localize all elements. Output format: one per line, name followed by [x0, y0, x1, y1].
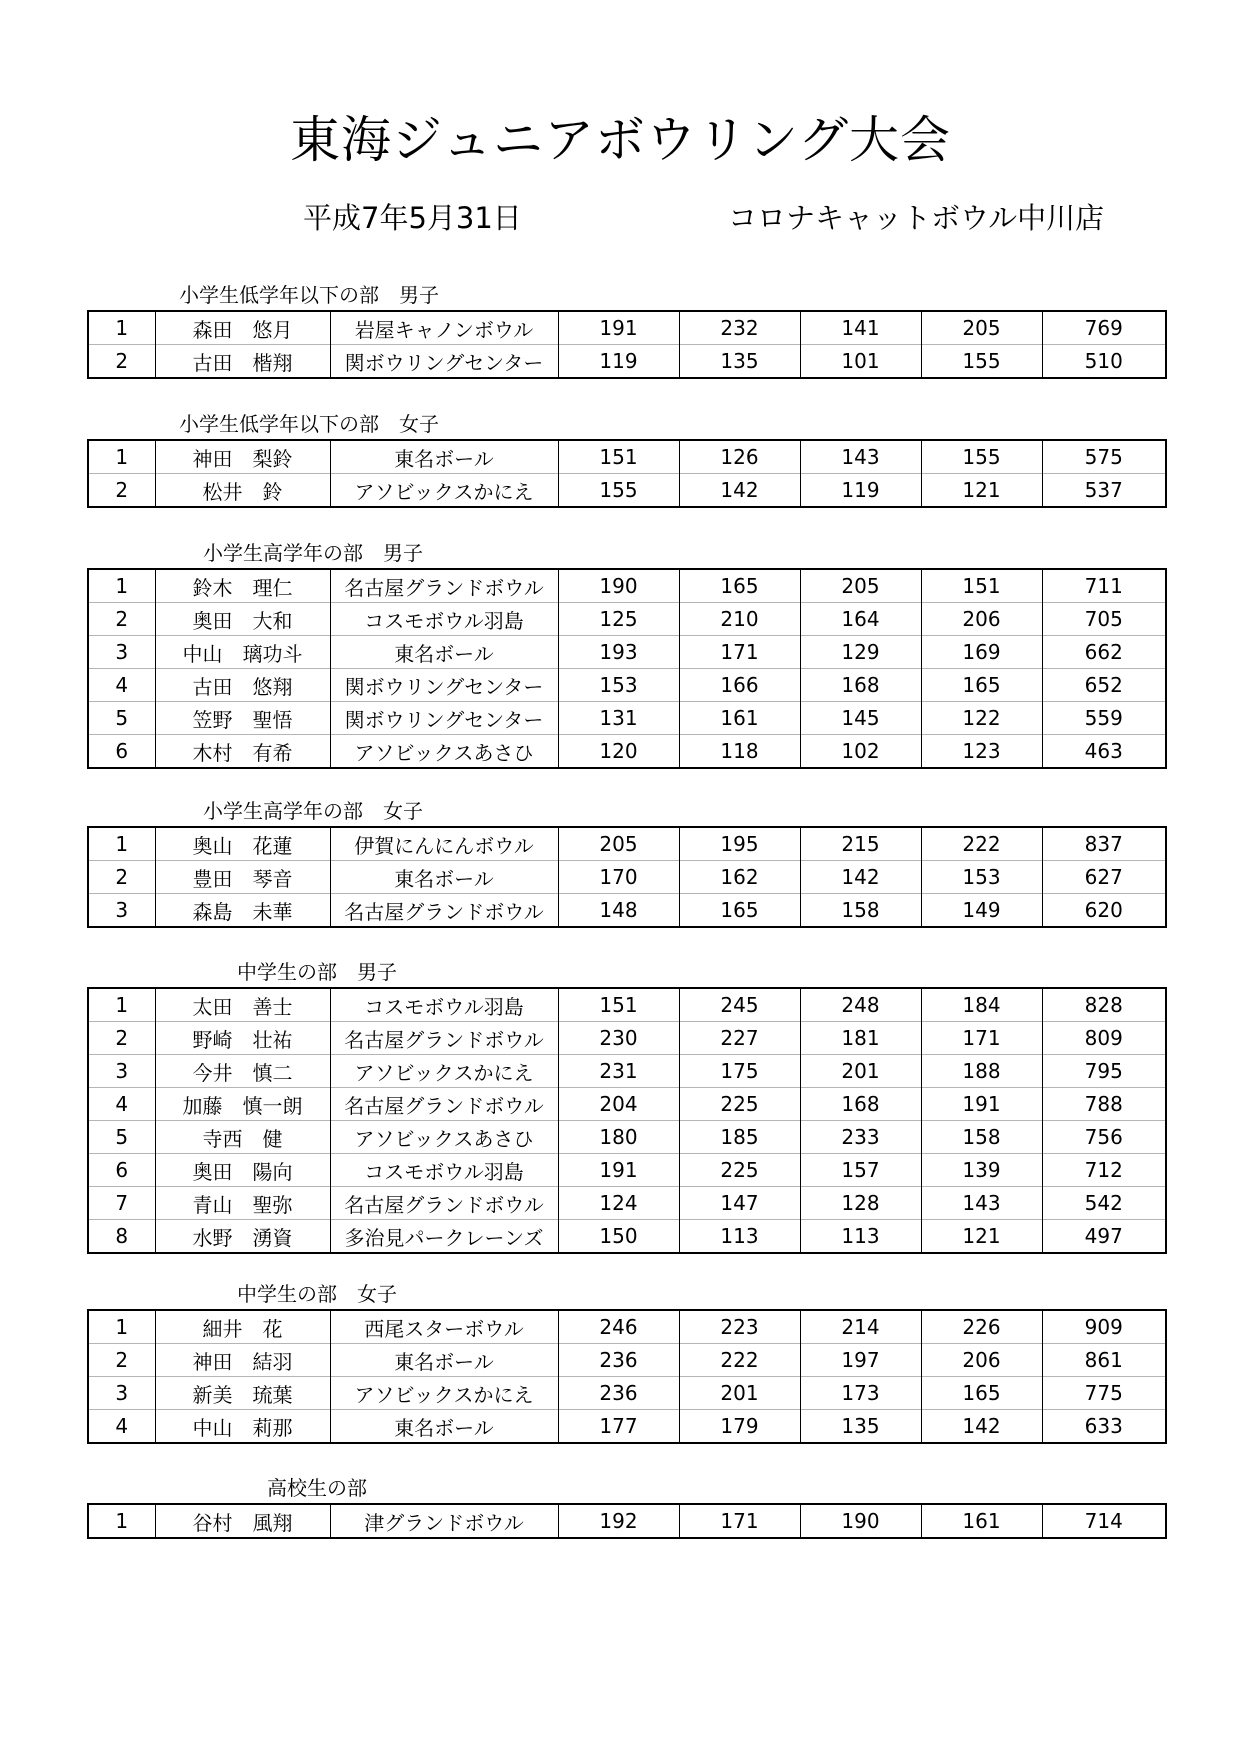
- game2-cell: 201: [679, 1377, 800, 1410]
- rank-cell: 4: [88, 1410, 155, 1444]
- club-cell: 伊賀にんにんボウル: [330, 827, 558, 861]
- results-table: [87, 1309, 1167, 1444]
- table-row: [88, 827, 1166, 861]
- game3-cell: 158: [800, 894, 921, 928]
- game4-cell: 122: [921, 702, 1042, 735]
- total-cell: 756: [1042, 1121, 1166, 1154]
- game4-cell: 169: [921, 636, 1042, 669]
- game1-cell: 230: [558, 1022, 679, 1055]
- game2-cell: 165: [679, 569, 800, 603]
- game4-cell: 206: [921, 603, 1042, 636]
- table-row: [88, 669, 1166, 702]
- total-cell: 795: [1042, 1055, 1166, 1088]
- club-cell: 津グランドボウル: [330, 1504, 558, 1538]
- table-row: [88, 1377, 1166, 1410]
- rank-cell: 6: [88, 1154, 155, 1187]
- club-cell: 東名ボール: [330, 440, 558, 474]
- table-row: [88, 735, 1166, 769]
- club-cell: 東名ボール: [330, 1344, 558, 1377]
- event-venue: コロナキャットボウル中川店: [728, 201, 1105, 235]
- game1-cell: 205: [558, 827, 679, 861]
- game1-cell: 191: [558, 1154, 679, 1187]
- game3-cell: 168: [800, 1088, 921, 1121]
- game1-cell: 190: [558, 569, 679, 603]
- total-cell: 627: [1042, 861, 1166, 894]
- club-cell: 名古屋グランドボウル: [330, 1088, 558, 1121]
- game4-cell: 184: [921, 988, 1042, 1022]
- game1-cell: 148: [558, 894, 679, 928]
- player-name-cell: 太田 善士: [155, 988, 330, 1022]
- rank-cell: 3: [88, 636, 155, 669]
- game2-cell: 142: [679, 474, 800, 508]
- game3-cell: 129: [800, 636, 921, 669]
- player-name-cell: 今井 慎二: [155, 1055, 330, 1088]
- rank-cell: 3: [88, 1055, 155, 1088]
- game3-cell: 145: [800, 702, 921, 735]
- game4-cell: 155: [921, 345, 1042, 379]
- game3-cell: 164: [800, 603, 921, 636]
- table-row: [88, 1055, 1166, 1088]
- game3-cell: 102: [800, 735, 921, 769]
- game1-cell: 120: [558, 735, 679, 769]
- total-cell: 714: [1042, 1504, 1166, 1538]
- table-row: [88, 1410, 1166, 1444]
- table-row: [88, 440, 1166, 474]
- game4-cell: 171: [921, 1022, 1042, 1055]
- club-cell: コスモボウル羽島: [330, 1154, 558, 1187]
- total-cell: 633: [1042, 1410, 1166, 1444]
- club-cell: 関ボウリングセンター: [330, 669, 558, 702]
- game2-cell: 147: [679, 1187, 800, 1220]
- game1-cell: 180: [558, 1121, 679, 1154]
- game2-cell: 161: [679, 702, 800, 735]
- total-cell: 652: [1042, 669, 1166, 702]
- club-cell: コスモボウル羽島: [330, 603, 558, 636]
- table-row: [88, 603, 1166, 636]
- club-cell: 関ボウリングセンター: [330, 702, 558, 735]
- total-cell: 510: [1042, 345, 1166, 379]
- category-label: 中学生の部 男子: [237, 960, 397, 984]
- club-cell: 名古屋グランドボウル: [330, 569, 558, 603]
- game3-cell: 143: [800, 440, 921, 474]
- game1-cell: 236: [558, 1377, 679, 1410]
- total-cell: 463: [1042, 735, 1166, 769]
- game1-cell: 192: [558, 1504, 679, 1538]
- rank-cell: 5: [88, 702, 155, 735]
- rank-cell: 3: [88, 894, 155, 928]
- game4-cell: 161: [921, 1504, 1042, 1538]
- game2-cell: 135: [679, 345, 800, 379]
- rank-cell: 2: [88, 603, 155, 636]
- game3-cell: 197: [800, 1344, 921, 1377]
- results-table: [87, 310, 1167, 379]
- rank-cell: 5: [88, 1121, 155, 1154]
- club-cell: 東名ボール: [330, 861, 558, 894]
- results-table: [87, 439, 1167, 508]
- table-row: [88, 1310, 1166, 1344]
- results-table: [87, 826, 1167, 928]
- player-name-cell: 神田 結羽: [155, 1344, 330, 1377]
- club-cell: 名古屋グランドボウル: [330, 1022, 558, 1055]
- player-name-cell: 古田 楷翔: [155, 345, 330, 379]
- category-label: 小学生低学年以下の部 男子: [179, 283, 439, 307]
- table-row: [88, 988, 1166, 1022]
- rank-cell: 6: [88, 735, 155, 769]
- player-name-cell: 神田 梨鈴: [155, 440, 330, 474]
- rank-cell: 1: [115, 316, 129, 340]
- game3-cell: 248: [800, 988, 921, 1022]
- category-label: 小学生高学年の部 女子: [203, 799, 423, 823]
- table-row: [88, 345, 1166, 379]
- game3-cell: 168: [800, 669, 921, 702]
- club-cell: 岩屋キャノンボウル: [330, 311, 558, 345]
- game3-cell: 141: [800, 311, 921, 345]
- rank-cell: 1: [115, 832, 129, 856]
- player-name-cell: 細井 花: [155, 1310, 330, 1344]
- player-name-cell: 青山 聖弥: [155, 1187, 330, 1220]
- player-name-cell: 森田 悠月: [155, 311, 330, 345]
- rank-cell: 4: [88, 669, 155, 702]
- table-row: [88, 474, 1166, 508]
- game4-cell: 155: [921, 440, 1042, 474]
- game2-cell: 179: [679, 1410, 800, 1444]
- game1-cell: 150: [558, 1220, 679, 1254]
- table-row: [88, 1022, 1166, 1055]
- category-label: 小学生低学年以下の部 女子: [179, 412, 439, 436]
- player-name-cell: 奥山 花蓮: [155, 827, 330, 861]
- rank-cell: 1: [115, 574, 129, 598]
- rank-cell: 2: [88, 474, 155, 508]
- results-table: [87, 1503, 1167, 1539]
- player-name-cell: 水野 湧資: [155, 1220, 330, 1254]
- total-cell: 542: [1042, 1187, 1166, 1220]
- player-name-cell: 笠野 聖悟: [155, 702, 330, 735]
- game2-cell: 165: [679, 894, 800, 928]
- table-row: [88, 1344, 1166, 1377]
- game1-cell: 151: [558, 988, 679, 1022]
- club-cell: コスモボウル羽島: [330, 988, 558, 1022]
- results-table: [87, 987, 1167, 1254]
- rank-cell: 3: [88, 1377, 155, 1410]
- game1-cell: 153: [558, 669, 679, 702]
- game2-cell: 225: [679, 1154, 800, 1187]
- total-cell: 837: [1042, 827, 1166, 861]
- player-name-cell: 中山 璃功斗: [155, 636, 330, 669]
- game2-cell: 227: [679, 1022, 800, 1055]
- player-name-cell: 谷村 風翔: [155, 1504, 330, 1538]
- player-name-cell: 森島 未華: [155, 894, 330, 928]
- game2-cell: 175: [679, 1055, 800, 1088]
- game2-cell: 171: [679, 636, 800, 669]
- game3-cell: 181: [800, 1022, 921, 1055]
- player-name-cell: 野崎 壮祐: [155, 1022, 330, 1055]
- total-cell: 559: [1042, 702, 1166, 735]
- table-row: [88, 861, 1166, 894]
- game2-cell: 126: [679, 440, 800, 474]
- player-name-cell: 加藤 慎一朗: [155, 1088, 330, 1121]
- document-title: 東海ジュニアボウリング大会: [290, 111, 951, 169]
- game4-cell: 121: [921, 1220, 1042, 1254]
- game4-cell: 206: [921, 1344, 1042, 1377]
- game3-cell: 142: [800, 861, 921, 894]
- total-cell: 620: [1042, 894, 1166, 928]
- table-row: [88, 702, 1166, 735]
- player-name-cell: 鈴木 理仁: [155, 569, 330, 603]
- player-name-cell: 奥田 大和: [155, 603, 330, 636]
- game4-cell: 151: [921, 569, 1042, 603]
- table-row: [88, 311, 1166, 345]
- club-cell: アソビックスかにえ: [330, 1377, 558, 1410]
- table-row: [88, 569, 1166, 603]
- game4-cell: 191: [921, 1088, 1042, 1121]
- total-cell: 662: [1042, 636, 1166, 669]
- rank-cell: 4: [88, 1088, 155, 1121]
- player-name-cell: 奥田 陽向: [155, 1154, 330, 1187]
- results-table: [87, 568, 1167, 769]
- game3-cell: 128: [800, 1187, 921, 1220]
- game3-cell: 157: [800, 1154, 921, 1187]
- club-cell: 西尾スターボウル: [330, 1310, 558, 1344]
- total-cell: 861: [1042, 1344, 1166, 1377]
- event-date: 平成7年5月31日: [303, 201, 522, 235]
- table-row: [88, 636, 1166, 669]
- game3-cell: 214: [800, 1310, 921, 1344]
- game4-cell: 139: [921, 1154, 1042, 1187]
- total-cell: 788: [1042, 1088, 1166, 1121]
- rank-cell: 2: [88, 1022, 155, 1055]
- table-row: [88, 1154, 1166, 1187]
- game4-cell: 205: [921, 311, 1042, 345]
- rank-cell: 2: [88, 345, 155, 379]
- game3-cell: 173: [800, 1377, 921, 1410]
- game3-cell: 113: [800, 1220, 921, 1254]
- table-row: [88, 1504, 1166, 1538]
- game1-cell: 177: [558, 1410, 679, 1444]
- rank-cell: 1: [115, 445, 129, 469]
- table-row: [88, 1187, 1166, 1220]
- total-cell: 769: [1042, 311, 1166, 345]
- game4-cell: 149: [921, 894, 1042, 928]
- player-name-cell: 古田 悠翔: [155, 669, 330, 702]
- total-cell: 575: [1042, 440, 1166, 474]
- game1-cell: 155: [558, 474, 679, 508]
- table-row: [88, 1088, 1166, 1121]
- club-cell: アソビックスかにえ: [330, 474, 558, 508]
- game4-cell: 142: [921, 1410, 1042, 1444]
- rank-cell: 8: [88, 1220, 155, 1254]
- club-cell: 多治見パークレーンズ: [330, 1220, 558, 1254]
- total-cell: 537: [1042, 474, 1166, 508]
- game1-cell: 151: [558, 440, 679, 474]
- total-cell: 497: [1042, 1220, 1166, 1254]
- player-name-cell: 新美 琉葉: [155, 1377, 330, 1410]
- club-cell: アソビックスあさひ: [330, 1121, 558, 1154]
- game1-cell: 124: [558, 1187, 679, 1220]
- rank-cell: 7: [88, 1187, 155, 1220]
- game1-cell: 131: [558, 702, 679, 735]
- club-cell: アソビックスあさひ: [330, 735, 558, 769]
- player-name-cell: 松井 鈴: [155, 474, 330, 508]
- category-label: 小学生高学年の部 男子: [203, 541, 423, 565]
- game4-cell: 121: [921, 474, 1042, 508]
- game2-cell: 232: [679, 311, 800, 345]
- game1-cell: 119: [558, 345, 679, 379]
- game1-cell: 125: [558, 603, 679, 636]
- game4-cell: 153: [921, 861, 1042, 894]
- game3-cell: 233: [800, 1121, 921, 1154]
- game2-cell: 223: [679, 1310, 800, 1344]
- total-cell: 711: [1042, 569, 1166, 603]
- table-row: [88, 1121, 1166, 1154]
- game4-cell: 165: [921, 669, 1042, 702]
- game1-cell: 246: [558, 1310, 679, 1344]
- player-name-cell: 木村 有希: [155, 735, 330, 769]
- game2-cell: 166: [679, 669, 800, 702]
- game2-cell: 113: [679, 1220, 800, 1254]
- category-label: 高校生の部: [267, 1476, 367, 1500]
- club-cell: 東名ボール: [330, 1410, 558, 1444]
- game4-cell: 143: [921, 1187, 1042, 1220]
- game1-cell: 231: [558, 1055, 679, 1088]
- player-name-cell: 寺西 健: [155, 1121, 330, 1154]
- club-cell: 名古屋グランドボウル: [330, 1187, 558, 1220]
- game2-cell: 118: [679, 735, 800, 769]
- game1-cell: 191: [558, 311, 679, 345]
- rank-cell: 1: [115, 993, 129, 1017]
- game2-cell: 171: [679, 1504, 800, 1538]
- club-cell: アソビックスかにえ: [330, 1055, 558, 1088]
- player-name-cell: 豊田 琴音: [155, 861, 330, 894]
- game2-cell: 222: [679, 1344, 800, 1377]
- game1-cell: 204: [558, 1088, 679, 1121]
- game2-cell: 195: [679, 827, 800, 861]
- game1-cell: 193: [558, 636, 679, 669]
- table-row: [88, 894, 1166, 928]
- club-cell: 名古屋グランドボウル: [330, 894, 558, 928]
- table-row: [88, 1220, 1166, 1254]
- game4-cell: 158: [921, 1121, 1042, 1154]
- rank-cell: 2: [88, 1344, 155, 1377]
- rank-cell: 2: [88, 861, 155, 894]
- total-cell: 712: [1042, 1154, 1166, 1187]
- game2-cell: 162: [679, 861, 800, 894]
- total-cell: 775: [1042, 1377, 1166, 1410]
- total-cell: 909: [1042, 1310, 1166, 1344]
- game4-cell: 222: [921, 827, 1042, 861]
- game3-cell: 201: [800, 1055, 921, 1088]
- game3-cell: 135: [800, 1410, 921, 1444]
- rank-cell: 1: [115, 1509, 129, 1533]
- game2-cell: 210: [679, 603, 800, 636]
- game2-cell: 225: [679, 1088, 800, 1121]
- game3-cell: 119: [800, 474, 921, 508]
- game3-cell: 215: [800, 827, 921, 861]
- game1-cell: 236: [558, 1344, 679, 1377]
- game3-cell: 190: [800, 1504, 921, 1538]
- game3-cell: 101: [800, 345, 921, 379]
- club-cell: 東名ボール: [330, 636, 558, 669]
- game1-cell: 170: [558, 861, 679, 894]
- game4-cell: 188: [921, 1055, 1042, 1088]
- club-cell: 関ボウリングセンター: [330, 345, 558, 379]
- total-cell: 705: [1042, 603, 1166, 636]
- game4-cell: 165: [921, 1377, 1042, 1410]
- game2-cell: 185: [679, 1121, 800, 1154]
- total-cell: 809: [1042, 1022, 1166, 1055]
- game3-cell: 205: [800, 569, 921, 603]
- category-label: 中学生の部 女子: [237, 1282, 397, 1306]
- rank-cell: 1: [115, 1315, 129, 1339]
- total-cell: 828: [1042, 988, 1166, 1022]
- player-name-cell: 中山 莉那: [155, 1410, 330, 1444]
- game4-cell: 123: [921, 735, 1042, 769]
- game4-cell: 226: [921, 1310, 1042, 1344]
- game2-cell: 245: [679, 988, 800, 1022]
